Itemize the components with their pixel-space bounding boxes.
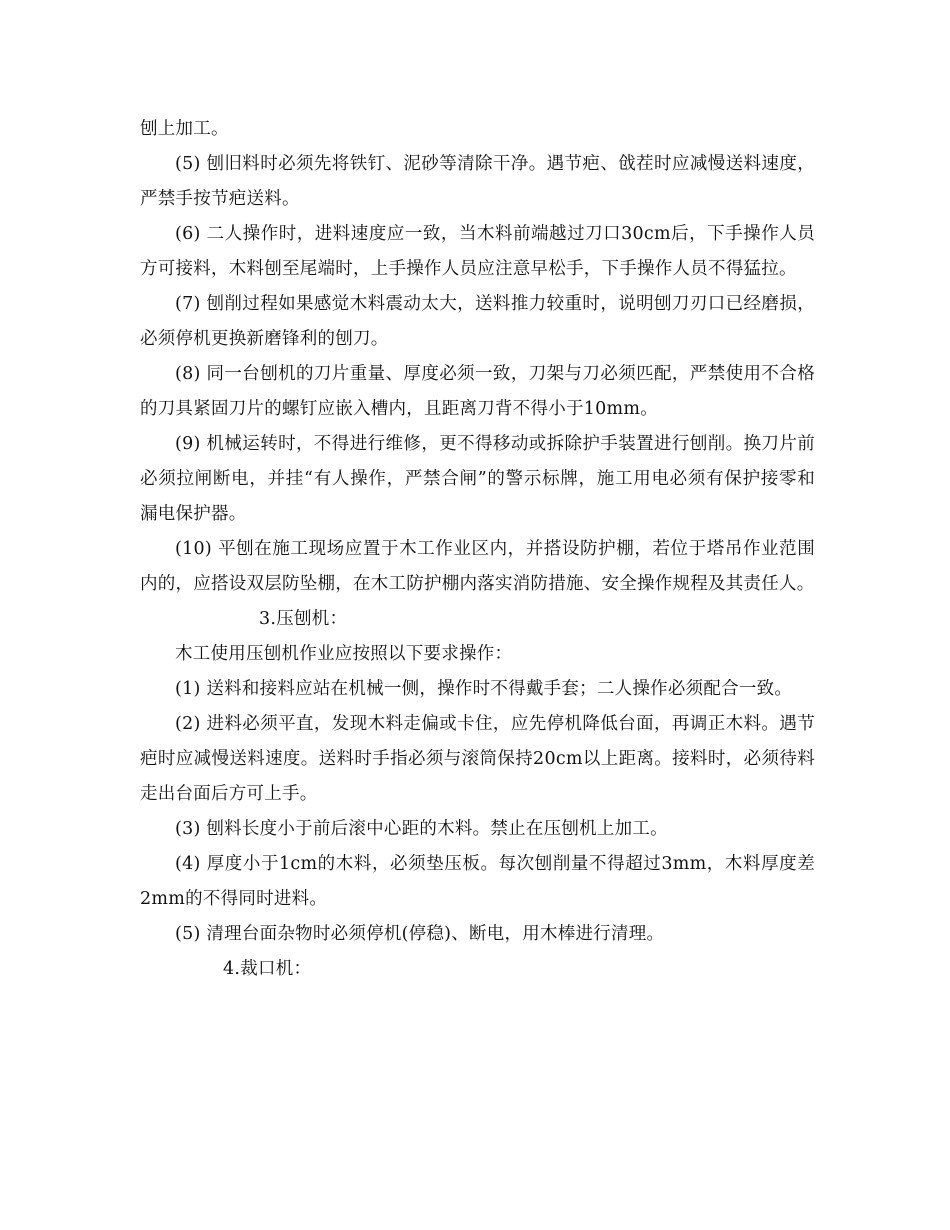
- paragraph-intro: 木工使用压刨机作业应按照以下要求操作：: [175, 644, 513, 664]
- paragraph-item-10-site: (10) 平刨在施工现场应置于木工作业区内，并搭设防护棚，若位于塔吊作业范围内的，应搭设双层防坠棚，在木工防护棚内落实消防措施、安全操作规程及其责任人。: [140, 539, 815, 594]
- section-heading-rabbeting: 4.裁口机：: [223, 959, 312, 979]
- document-page: [140, 112, 815, 987]
- paragraph-item-2-straight: (2) 进料必须平直，发现木料走偏或卡住，应先停机降低台面，再调正木料。遇节疤时应减慢送料速度。送料时手指必须与滚筒保持20cm以上距离。接料时，必须待料走出台面后方可上手。: [140, 714, 815, 804]
- paragraph-item-6-two-person: (6) 二人操作时，进料速度应一致，当木料前端越过刀口30cm后，下手操作人员方可接料，木料刨至尾端时，上手操作人员应注意早松手，下手操作人员不得猛拉。: [140, 224, 815, 279]
- paragraph-item-1-feeding: (1) 送料和接料应站在机械一侧，操作时不得戴手套；二人操作必须配合一致。: [175, 679, 793, 699]
- paragraph-item-5-old-stock: (5) 刨旧料时必须先将铁钉、泥砂等清除干净。遇节疤、戗茬时应减慢送料速度，严禁手按节疤送料。: [140, 154, 815, 209]
- paragraph-continuation: 刨上加工。: [140, 119, 229, 139]
- paragraph-item-8-blades: (8) 同一台刨机的刀片重量、厚度必须一致，刀架与刀必须匹配，严禁使用不合格的刀具紧固刀片的螺钉应嵌入槽内，且距离刀背不得小于10mm。: [140, 364, 815, 419]
- paragraph-item-5-cleaning: (5) 清理台面杂物时必须停机(停稳)、断电，用木棒进行清理。: [175, 924, 665, 944]
- paragraph-item-9-maintenance: (9) 机械运转时，不得进行维修，更不得移动或拆除护手装置进行刨削。换刀片前必须拉闸断电，并挂“有人操作，严禁合闸”的警示标牌，施工用电必须有保护接零和漏电保护器。: [140, 434, 815, 524]
- section-heading-thickness-planer: 3.压刨机：: [259, 609, 348, 629]
- paragraph-item-7-vibration: (7) 刨削过程如果感觉木料震动太大，送料推力较重时，说明刨刀刃口已经磨损，必须停机更换新磨锋利的刨刀。: [140, 294, 815, 349]
- paragraph-item-3-length: (3) 刨料长度小于前后滚中心距的木料。禁止在压刨机上加工。: [175, 819, 668, 839]
- paragraph-item-4-thickness: (4) 厚度小于1cm的木料，必须垫压板。每次刨削量不得超过3mm，木料厚度差2mm的不得同时进料。: [140, 854, 815, 909]
